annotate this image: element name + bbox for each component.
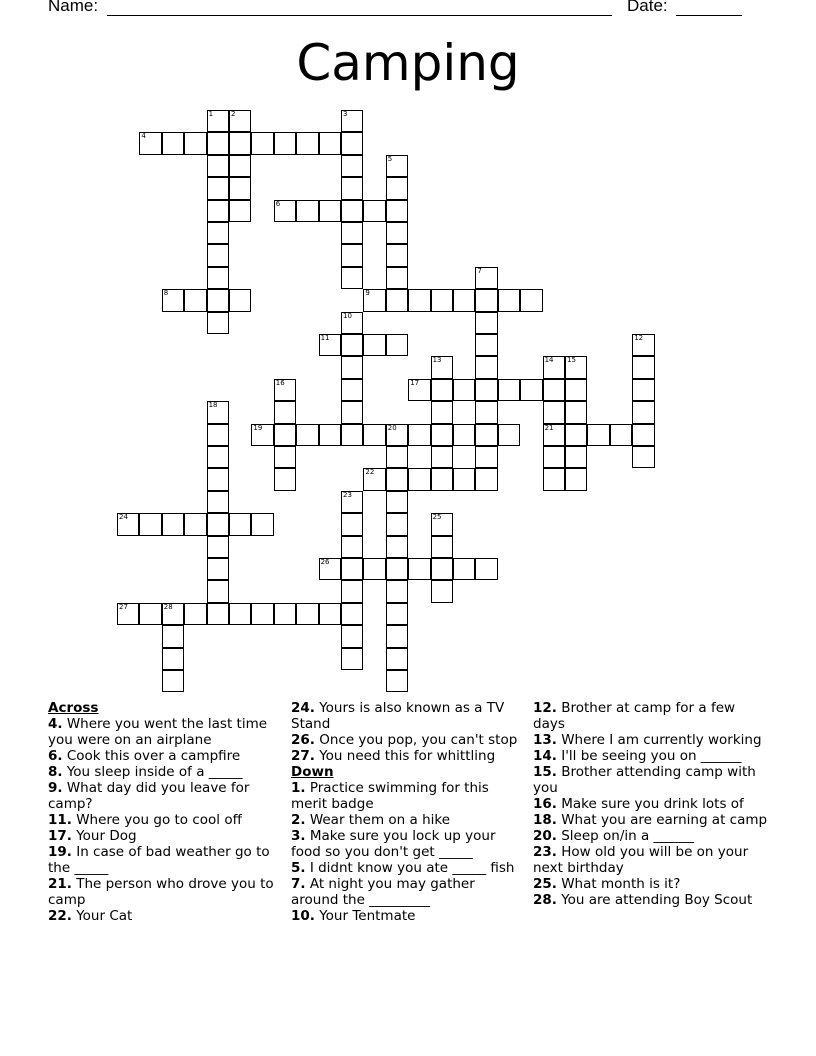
clue-text: Where you go to cool off xyxy=(71,812,242,828)
grid-cell[interactable] xyxy=(431,401,453,423)
grid-cell[interactable] xyxy=(341,603,363,625)
clue-num: 8. xyxy=(48,764,63,780)
clue-text: Where I am currently working xyxy=(556,732,762,748)
grid-cell[interactable] xyxy=(543,446,565,468)
grid-cell[interactable] xyxy=(341,110,363,132)
grid-cell[interactable] xyxy=(475,312,497,334)
across-clue-list xyxy=(48,716,283,924)
clue-number: 14 xyxy=(544,356,554,365)
grid-cell[interactable] xyxy=(229,132,251,154)
clue-num: 1. xyxy=(291,780,306,796)
grid-cell[interactable] xyxy=(184,513,206,535)
grid-cell[interactable] xyxy=(341,312,363,334)
grid-cell[interactable] xyxy=(453,379,475,401)
grid-cell[interactable] xyxy=(274,603,296,625)
grid-cell[interactable] xyxy=(341,558,363,580)
clue-text: Make sure you lock up your food so you don't get _____ xyxy=(291,828,496,860)
grid-cell[interactable] xyxy=(520,379,542,401)
grid-cell[interactable] xyxy=(207,177,229,199)
clue-num: 20. xyxy=(533,828,557,844)
clue-text: Sleep on/in a ______ xyxy=(556,828,695,844)
grid-cell[interactable] xyxy=(229,177,251,199)
clue-num: 27. xyxy=(291,748,315,764)
clue-text: You sleep inside of a _____ xyxy=(62,764,243,780)
clue xyxy=(533,812,768,828)
grid-cell[interactable] xyxy=(207,267,229,289)
clue-num: 9. xyxy=(48,780,63,796)
clue xyxy=(48,828,283,844)
clue-number: 28 xyxy=(163,602,173,611)
grid-cell[interactable] xyxy=(431,379,453,401)
clue-num: 7. xyxy=(291,876,306,892)
clue-text: Brother attending camp with you xyxy=(533,764,756,796)
grid-cell[interactable] xyxy=(162,603,184,625)
clue-number: 22 xyxy=(365,468,375,477)
clue-text: Practice swimming for this merit badge xyxy=(291,780,489,812)
clue-num: 6. xyxy=(48,748,63,764)
clue-number: 27 xyxy=(119,602,128,611)
grid-cell[interactable] xyxy=(207,244,229,266)
grid-cell[interactable] xyxy=(207,132,229,154)
grid-cell[interactable] xyxy=(408,558,430,580)
grid-cell[interactable] xyxy=(207,424,229,446)
clue-num: 10. xyxy=(291,908,315,924)
grid-cell[interactable] xyxy=(543,379,565,401)
grid-cell[interactable] xyxy=(341,625,363,647)
grid-cell[interactable] xyxy=(543,424,565,446)
grid-cell[interactable] xyxy=(341,132,363,154)
grid-cell[interactable] xyxy=(229,110,251,132)
clue-column-1 xyxy=(48,700,283,924)
across-clue-list-cont xyxy=(291,700,526,764)
grid-cell[interactable] xyxy=(296,132,318,154)
grid-cell[interactable] xyxy=(363,289,385,311)
clue-text: Make sure you drink lots of xyxy=(556,796,744,812)
clue-number: 10 xyxy=(343,311,352,320)
clue-number: 11 xyxy=(320,334,330,342)
clue xyxy=(48,876,283,908)
grid-cell[interactable] xyxy=(162,132,184,154)
clue-num: 18. xyxy=(533,812,557,828)
clue-num: 28. xyxy=(533,892,557,908)
clue-number: 1 xyxy=(208,110,214,118)
grid-cell[interactable] xyxy=(431,356,453,378)
clue-num: 25. xyxy=(533,876,557,892)
clue-num: 15. xyxy=(533,764,557,780)
clue-number: 4 xyxy=(141,132,146,141)
clue-column-2 xyxy=(291,700,526,924)
clue-num: 23. xyxy=(533,844,557,860)
grid-cell[interactable] xyxy=(117,603,139,625)
clue-text: In case of bad weather go to the _____ xyxy=(48,844,270,876)
grid-cell[interactable] xyxy=(386,468,408,490)
clue-number: 15 xyxy=(567,356,576,365)
clue-text: I didnt know you ate _____ fish xyxy=(305,860,515,876)
grid-cell[interactable] xyxy=(162,289,184,311)
clue xyxy=(533,764,768,796)
clue-number: 16 xyxy=(275,378,285,387)
grid-cell[interactable] xyxy=(431,513,453,535)
grid-cell[interactable] xyxy=(386,491,408,513)
grid-cell[interactable] xyxy=(319,558,341,580)
grid-cell[interactable] xyxy=(498,289,520,311)
clue-number: 6 xyxy=(275,199,281,208)
grid-cell[interactable] xyxy=(207,580,229,602)
clue-number: 5 xyxy=(387,154,393,163)
grid-cell[interactable] xyxy=(251,603,273,625)
grid-cell[interactable] xyxy=(139,132,161,154)
clue-num: 21. xyxy=(48,876,72,892)
grid-cell[interactable] xyxy=(386,424,408,446)
clue-number: 24 xyxy=(119,513,128,522)
grid-cell[interactable] xyxy=(386,446,408,468)
grid-cell[interactable] xyxy=(274,132,296,154)
grid-cell[interactable] xyxy=(475,379,497,401)
grid-cell[interactable] xyxy=(431,536,453,558)
grid-cell[interactable] xyxy=(386,648,408,670)
grid-cell[interactable] xyxy=(386,267,408,289)
grid-cell[interactable] xyxy=(162,625,184,647)
down-clue-list xyxy=(291,780,526,924)
grid-cell[interactable] xyxy=(162,513,184,535)
clue-num: 5. xyxy=(291,860,306,876)
clue-text: Where you went the last time you were on an airplane xyxy=(48,716,268,748)
grid-cell[interactable] xyxy=(431,558,453,580)
clue xyxy=(291,780,526,812)
clue-num: 4. xyxy=(48,716,63,732)
grid-cell[interactable] xyxy=(610,424,632,446)
clue-text: Yours is also known as a TV Stand xyxy=(291,700,505,732)
clue-text: What month is it? xyxy=(556,876,681,892)
grid-cell[interactable] xyxy=(319,334,341,356)
grid-cell[interactable] xyxy=(139,603,161,625)
grid-cell[interactable] xyxy=(207,200,229,222)
grid-cell[interactable] xyxy=(341,177,363,199)
clue-text: How old you will be on your next birthday xyxy=(533,844,749,876)
clue xyxy=(48,716,283,748)
grid-cell[interactable] xyxy=(632,334,654,356)
grid-cell[interactable] xyxy=(632,401,654,423)
grid-cell[interactable] xyxy=(386,580,408,602)
clue-number: 8 xyxy=(163,289,169,298)
grid-cell[interactable] xyxy=(565,468,587,490)
grid-cell[interactable] xyxy=(386,200,408,222)
clue-number: 3 xyxy=(343,110,348,118)
grid-cell[interactable] xyxy=(543,401,565,423)
clue xyxy=(291,876,526,908)
grid-cell[interactable] xyxy=(274,446,296,468)
across-heading: Across xyxy=(48,700,99,716)
grid-cell[interactable] xyxy=(632,424,654,446)
grid-cell[interactable] xyxy=(565,356,587,378)
clue-number: 25 xyxy=(432,513,442,522)
grid-cell[interactable] xyxy=(229,603,251,625)
clue-number: 26 xyxy=(320,558,330,566)
grid-cell[interactable] xyxy=(251,513,273,535)
clue-text: Once you pop, you can't stop xyxy=(314,732,518,748)
grid-cell[interactable] xyxy=(475,356,497,378)
grid-cell[interactable] xyxy=(162,670,184,692)
clue-column-3 xyxy=(533,700,768,908)
grid-cell[interactable] xyxy=(386,536,408,558)
grid-cell[interactable] xyxy=(207,222,229,244)
grid-cell[interactable] xyxy=(453,289,475,311)
clue xyxy=(48,780,283,812)
grid-cell[interactable] xyxy=(341,155,363,177)
grid-cell[interactable] xyxy=(207,513,229,535)
clue xyxy=(48,844,283,876)
grid-cell[interactable] xyxy=(207,468,229,490)
clue xyxy=(533,796,768,812)
grid-cell[interactable] xyxy=(475,401,497,423)
clue-number: 17 xyxy=(410,378,420,387)
grid-cell[interactable] xyxy=(207,155,229,177)
page-title: Camping xyxy=(296,34,520,92)
clue xyxy=(533,732,768,748)
clue-num: 24. xyxy=(291,700,315,716)
grid-cell[interactable] xyxy=(431,468,453,490)
grid-cell[interactable] xyxy=(207,401,229,423)
grid-cell[interactable] xyxy=(296,603,318,625)
grid-cell[interactable] xyxy=(453,468,475,490)
clue xyxy=(291,812,526,828)
grid-cell[interactable] xyxy=(543,468,565,490)
grid-cell[interactable] xyxy=(475,289,497,311)
grid-cell[interactable] xyxy=(274,468,296,490)
grid-cell[interactable] xyxy=(475,446,497,468)
grid-cell[interactable] xyxy=(386,625,408,647)
clue-number: 19 xyxy=(253,423,263,432)
grid-cell[interactable] xyxy=(117,513,139,535)
grid-cell[interactable] xyxy=(431,580,453,602)
clue xyxy=(533,748,768,764)
grid-cell[interactable] xyxy=(632,379,654,401)
grid-cell[interactable] xyxy=(229,289,251,311)
grid-cell[interactable] xyxy=(341,424,363,446)
clue-text: Your Cat xyxy=(71,908,133,924)
clue-text: You need this for whittling xyxy=(314,748,496,764)
grid-cell[interactable] xyxy=(386,670,408,692)
grid-cell[interactable] xyxy=(274,424,296,446)
grid-cell[interactable] xyxy=(475,558,497,580)
clue xyxy=(533,700,768,732)
grid-cell[interactable] xyxy=(498,424,520,446)
grid-cell[interactable] xyxy=(229,513,251,535)
clue-text: Brother at camp for a few days xyxy=(533,700,736,732)
grid-cell[interactable] xyxy=(408,289,430,311)
grid-cell[interactable] xyxy=(319,200,341,222)
down-clue-list-cont xyxy=(533,700,768,908)
clue-text: Cook this over a campfire xyxy=(62,748,241,764)
grid-cell[interactable] xyxy=(341,200,363,222)
grid-cell[interactable] xyxy=(207,536,229,558)
grid-cell[interactable] xyxy=(341,379,363,401)
clue-text: I'll be seeing you on ______ xyxy=(556,748,742,764)
grid-cell[interactable] xyxy=(207,289,229,311)
clue-num: 22. xyxy=(48,908,72,924)
grid-cell[interactable] xyxy=(341,356,363,378)
clue xyxy=(291,860,526,876)
grid-cell[interactable] xyxy=(207,110,229,132)
clue-num: 2. xyxy=(291,812,306,828)
clue-text: At night you may gather around the _________ xyxy=(291,876,475,908)
clue-number: 9 xyxy=(365,289,370,298)
grid-cell[interactable] xyxy=(386,289,408,311)
grid-cell[interactable] xyxy=(184,289,206,311)
grid-cell[interactable] xyxy=(341,401,363,423)
grid-cell[interactable] xyxy=(274,401,296,423)
grid-cell[interactable] xyxy=(207,446,229,468)
grid-cell[interactable] xyxy=(408,424,430,446)
clue xyxy=(291,828,526,860)
grid-cell[interactable] xyxy=(251,424,273,446)
grid-cell[interactable] xyxy=(453,558,475,580)
grid-cell[interactable] xyxy=(207,558,229,580)
clue xyxy=(533,828,768,844)
grid-cell[interactable] xyxy=(431,446,453,468)
grid-cell[interactable] xyxy=(184,132,206,154)
clue-number: 18 xyxy=(208,401,218,410)
clue-text: What you are earning at camp xyxy=(556,812,768,828)
grid-cell[interactable] xyxy=(565,401,587,423)
clue-number: 20 xyxy=(387,423,397,432)
grid-cell[interactable] xyxy=(475,267,497,289)
grid-cell[interactable] xyxy=(341,222,363,244)
grid-cell[interactable] xyxy=(565,446,587,468)
grid-cell[interactable] xyxy=(341,513,363,535)
clue-number: 12 xyxy=(634,334,644,342)
clue-num: 16. xyxy=(533,796,557,812)
grid-cell[interactable] xyxy=(229,200,251,222)
clue xyxy=(291,908,526,924)
grid-cell[interactable] xyxy=(408,379,430,401)
grid-cell[interactable] xyxy=(319,132,341,154)
clue xyxy=(533,876,768,892)
clue-num: 14. xyxy=(533,748,557,764)
grid-cell[interactable] xyxy=(363,334,385,356)
clue-number: 13 xyxy=(432,356,442,365)
grid-cell[interactable] xyxy=(386,513,408,535)
date-label: Date: xyxy=(627,0,668,15)
grid-cell[interactable] xyxy=(386,244,408,266)
grid-cell[interactable] xyxy=(386,558,408,580)
clue-number: 21 xyxy=(544,423,554,432)
clue xyxy=(533,892,768,908)
grid-cell[interactable] xyxy=(587,424,609,446)
grid-cell[interactable] xyxy=(341,580,363,602)
clue-num: 11. xyxy=(48,812,72,828)
grid-cell[interactable] xyxy=(274,379,296,401)
grid-cell[interactable] xyxy=(386,603,408,625)
grid-cell[interactable] xyxy=(431,424,453,446)
clue xyxy=(291,700,526,732)
clue-text: Wear them on a hike xyxy=(305,812,451,828)
grid-cell[interactable] xyxy=(139,513,161,535)
grid-cell[interactable] xyxy=(229,155,251,177)
grid-cell[interactable] xyxy=(408,468,430,490)
clue xyxy=(533,844,768,876)
grid-cell[interactable] xyxy=(363,558,385,580)
grid-cell[interactable] xyxy=(475,334,497,356)
grid-cell[interactable] xyxy=(386,334,408,356)
grid-cell[interactable] xyxy=(498,379,520,401)
grid-cell[interactable] xyxy=(632,446,654,468)
clue-text: What day did you leave for camp? xyxy=(48,780,250,812)
clue xyxy=(48,812,283,828)
grid-cell[interactable] xyxy=(341,244,363,266)
grid-cell[interactable] xyxy=(296,424,318,446)
clue xyxy=(48,908,283,924)
clue-number: 7 xyxy=(477,266,482,275)
grid-cell[interactable] xyxy=(207,312,229,334)
clue-text: Your Dog xyxy=(71,828,137,844)
clue-text: Your Tentmate xyxy=(314,908,416,924)
clue-num: 3. xyxy=(291,828,306,844)
grid-cell[interactable] xyxy=(341,267,363,289)
grid-cell[interactable] xyxy=(184,603,206,625)
grid-cell[interactable] xyxy=(543,356,565,378)
name-label: Name: xyxy=(48,0,99,15)
grid-cell[interactable] xyxy=(363,424,385,446)
grid-cell[interactable] xyxy=(565,424,587,446)
clue-number: 23 xyxy=(343,490,352,499)
clue xyxy=(48,764,283,780)
grid-cell[interactable] xyxy=(207,491,229,513)
clue xyxy=(48,748,283,764)
grid-cell[interactable] xyxy=(453,424,475,446)
grid-cell[interactable] xyxy=(341,334,363,356)
down-heading: Down xyxy=(291,764,334,780)
grid-cell[interactable] xyxy=(632,356,654,378)
grid-cell[interactable] xyxy=(565,379,587,401)
grid-cell[interactable] xyxy=(207,603,229,625)
clue xyxy=(291,748,526,764)
grid-cell[interactable] xyxy=(296,200,318,222)
clue-num: 19. xyxy=(48,844,72,860)
clue-number: 2 xyxy=(231,110,236,118)
grid-cell[interactable] xyxy=(475,424,497,446)
grid-cell[interactable] xyxy=(251,132,273,154)
grid-cell[interactable] xyxy=(319,603,341,625)
grid-cell[interactable] xyxy=(520,289,542,311)
grid-cell[interactable] xyxy=(363,200,385,222)
grid-cell[interactable] xyxy=(386,177,408,199)
grid-cell[interactable] xyxy=(363,468,385,490)
clue-text: You are attending Boy Scout xyxy=(556,892,753,908)
clue xyxy=(291,732,526,748)
grid-cell[interactable] xyxy=(386,155,408,177)
grid-cell[interactable] xyxy=(319,424,341,446)
grid-cell[interactable] xyxy=(475,468,497,490)
grid-cell[interactable] xyxy=(162,648,184,670)
grid-cell[interactable] xyxy=(341,648,363,670)
clue-num: 12. xyxy=(533,700,557,716)
clue-text: The person who drove you to camp xyxy=(48,876,274,908)
clue-num: 26. xyxy=(291,732,315,748)
grid-cell[interactable] xyxy=(386,222,408,244)
grid-cell[interactable] xyxy=(341,536,363,558)
clue-num: 17. xyxy=(48,828,72,844)
grid-cell[interactable] xyxy=(341,491,363,513)
grid-cell[interactable] xyxy=(431,289,453,311)
clue-num: 13. xyxy=(533,732,557,748)
grid-cell[interactable] xyxy=(274,200,296,222)
